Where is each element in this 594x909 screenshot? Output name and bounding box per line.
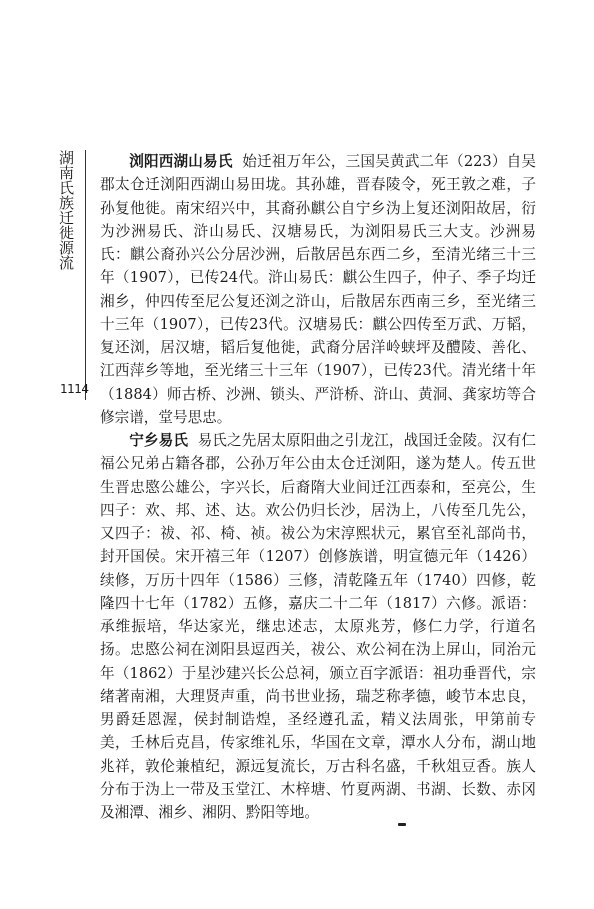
entry-ningxiang	[100, 429, 536, 824]
page-number: 1114	[60, 382, 89, 396]
running-title: 湖南氏族迁徙源流	[57, 150, 75, 270]
main-text	[100, 150, 536, 824]
entry-heading: 宁乡易氏	[129, 432, 189, 449]
entry-liuyang	[100, 150, 536, 429]
entry-body: 始迁祖万年公，三国吴黄武二年（223）自吴郡太仓迁浏阳西湖山易田垅。其孙雄，晋春陵令，死王敦之难，子孙复他徙。南宋绍兴中，其裔孙麒公自宁乡沩上复还浏阳故居，衍为沙洲易氏、浒山易氏、汉塘易氏，为浏阳易氏三大支。沙洲易氏：麒公裔孙兴公分居沙洲，后散居邑东西二乡，至清光绪三十三年（1907），已传24代。浒山易氏：麒公生四子，仲子、季子均迁湘乡，仲四传至尼公复还浏之浒山，后散居东西南三乡，至光绪三十三年（1907），已传23代。汉塘易氏：麒公四传至万武、万韬，复还浏，居汉塘，韬后复他徙，武裔分居洋岭蛱坪及醴陵、善化、江西萍乡等地，至光绪三十三年（1907），已传23代。清光绪十年（1884）师古桥、沙洲、锁头、严浒桥、浒山、黄洞、龚家坊等合修宗谱，堂号思忠。	[100, 153, 536, 426]
margin-rule	[85, 150, 86, 400]
print-mark	[398, 823, 406, 826]
entry-body: 易氏之先居太原阳曲之引龙江，战国迁金陵。汉有仁福公兄弟占籍各郡，公孙万年公由太仓迁浏阳，遂为楚人。传五世生晋忠愍公雄公，字兴长，后裔隋大业间迁江西泰和，至亮公，生四子：欢、邦、述、达。欢公仍归长沙，居沩上，八传至几先公，又四子：祓、祁、椅、祯。祓公为宋淳熙状元，累官至礼部尚书，封开国侯。宋开禧三年（1207）创修族谱，明宣德元年（1426）续修，万历十四年（1586）三修，清乾隆五年（1740）四修，乾隆四十七年（1782）五修，嘉庆二十二年（1817）六修。派语：承维振培，华达家光，继忠述志，太原兆芳，修仁力学，行道名扬。忠愍公祠在浏阳县逗西关，祓公、欢公祠在沩上屏山，同治元年（1862）于星沙建兴长公总祠，颁立百字派语：祖功垂晋代，宗绪著南湘，大理贤声重，尚书世业扬，瑞芝称孝德，峻节本忠良，男爵廷恩渥，侯封制诰煌，圣经遵孔孟，精义法周张，甲第前专美，壬林后克昌，传家维礼乐，华国在文章，潭水人分布，湖山地兆祥，敦伦兼植纪，源远复流长，万古科名盛，千秋俎豆香。族人分布于沩上一带及玉堂江、木梓塘、竹夏两湖、书湖、长数、赤冈及湘潭、湘乡、湘阴、黔阳等地。	[100, 432, 536, 821]
entry-heading: 浏阳西湖山易氏	[129, 153, 233, 170]
